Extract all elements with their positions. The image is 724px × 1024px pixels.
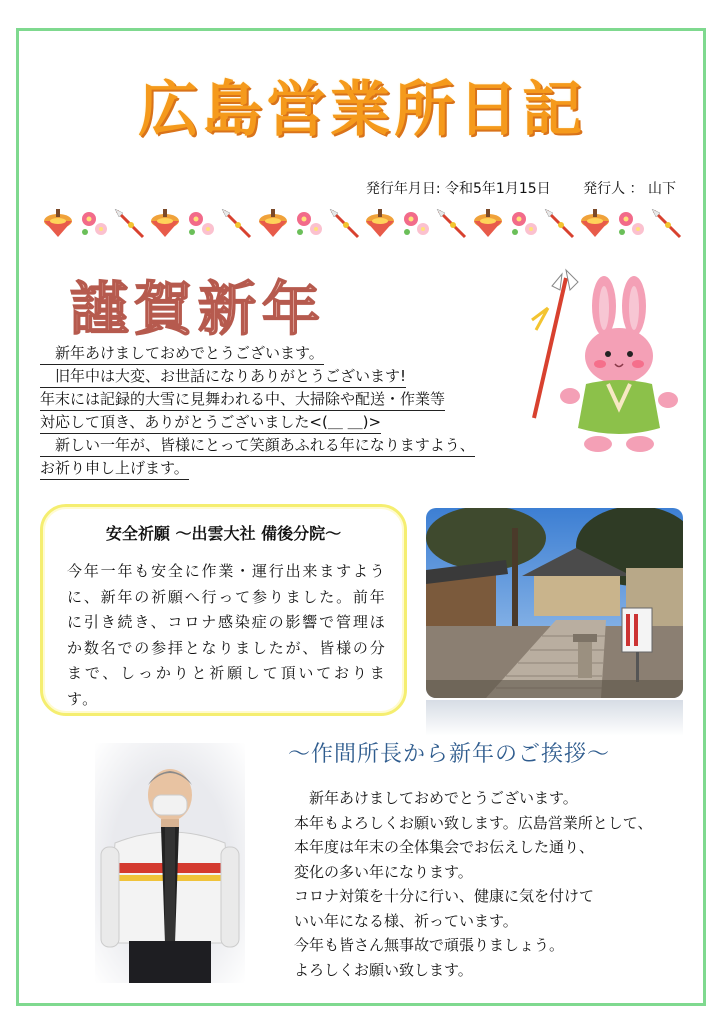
safety-prayer-box [40,504,407,716]
message-line: 本年もよろしくお願い致します。広島営業所として、 [294,813,653,832]
greeting-line: 新しい一年が、皆様にとって笑顔あふれる年になりますよう、 [40,434,475,457]
message-line: よろしくお願い致します。 [294,960,473,979]
hamaya-arrow-icon [219,208,255,240]
safety-prayer-title: 安全祈願 ～出雲大社 備後分院～ [105,524,342,543]
greeting-line: 旧年中は大変、お世話になりありがとうございます! [40,365,406,388]
greeting-text [40,342,530,480]
hamaya-arrow-icon [112,208,148,240]
greeting-line: 年末には記録的大雪に見舞われる中、大掃除や配送・作業等 [40,388,445,411]
message-line: 新年あけましておめでとうございます。 [294,789,578,807]
shrine-photo-reflection [426,700,683,736]
issue-date: 発行年月日: 令和5年1月15日 [365,181,551,197]
greeting-line: 対応して頂き、ありがとうございました<(＿ ＿)> [40,411,381,434]
issuer: 発行人 ： 山下 [583,181,676,197]
spinning-top-icon [40,208,76,240]
issue-meta [338,178,676,198]
spinning-top-icon [147,208,183,240]
hamaya-arrow-icon [542,208,578,240]
spinning-top-icon [577,208,613,240]
plum-blossom-icon [76,208,112,240]
plum-blossom-icon [398,208,434,240]
plum-blossom-icon [613,208,649,240]
message-line: コロナ対策を十分に行い、健康に気を付けて [294,887,595,905]
manager-photo [95,743,245,983]
message-line: 変化の多い年になります。 [294,862,473,881]
safety-prayer-body: 今年一年も安全に作業・運行出来ますように、新年の祈願へ行って参りました。前年に引き続き、コロナ感染症の影響で管理ほか数名での参拝となりましたが、皆様の分まで、しっかりと祈願して頂いております。 [67,562,386,708]
spinning-top-icon [470,208,506,240]
message-line: 今年も皆さん無事故で頑張りましょう。 [294,936,565,954]
plum-blossom-icon [506,208,542,240]
message-line: いい年になる様、祈っています。 [294,911,518,930]
spinning-top-icon [255,208,291,240]
hamaya-arrow-icon [649,208,685,240]
spinning-top-icon [362,208,398,240]
plum-blossom-icon [183,208,219,240]
greeting-line: お祈り申し上げます。 [40,457,189,480]
new-year-garland [40,206,685,242]
greeting-line: 新年あけましておめでとうございます。 [40,342,324,365]
hamaya-arrow-icon [327,208,363,240]
shrine-photo [426,508,683,698]
rabbit-illustration [522,268,682,458]
kinga-shinnen-heading: 謹賀新年 [70,275,327,343]
hamaya-arrow-icon [434,208,470,240]
message-line: 本年度は年末の全体集会でお伝えした通り、 [294,838,595,856]
newsletter-title: 広島営業所日記 [138,75,586,145]
plum-blossom-icon [291,208,327,240]
manager-message-title: ～作間所長から新年のご挨拶～ [288,742,611,767]
manager-message [294,786,653,982]
